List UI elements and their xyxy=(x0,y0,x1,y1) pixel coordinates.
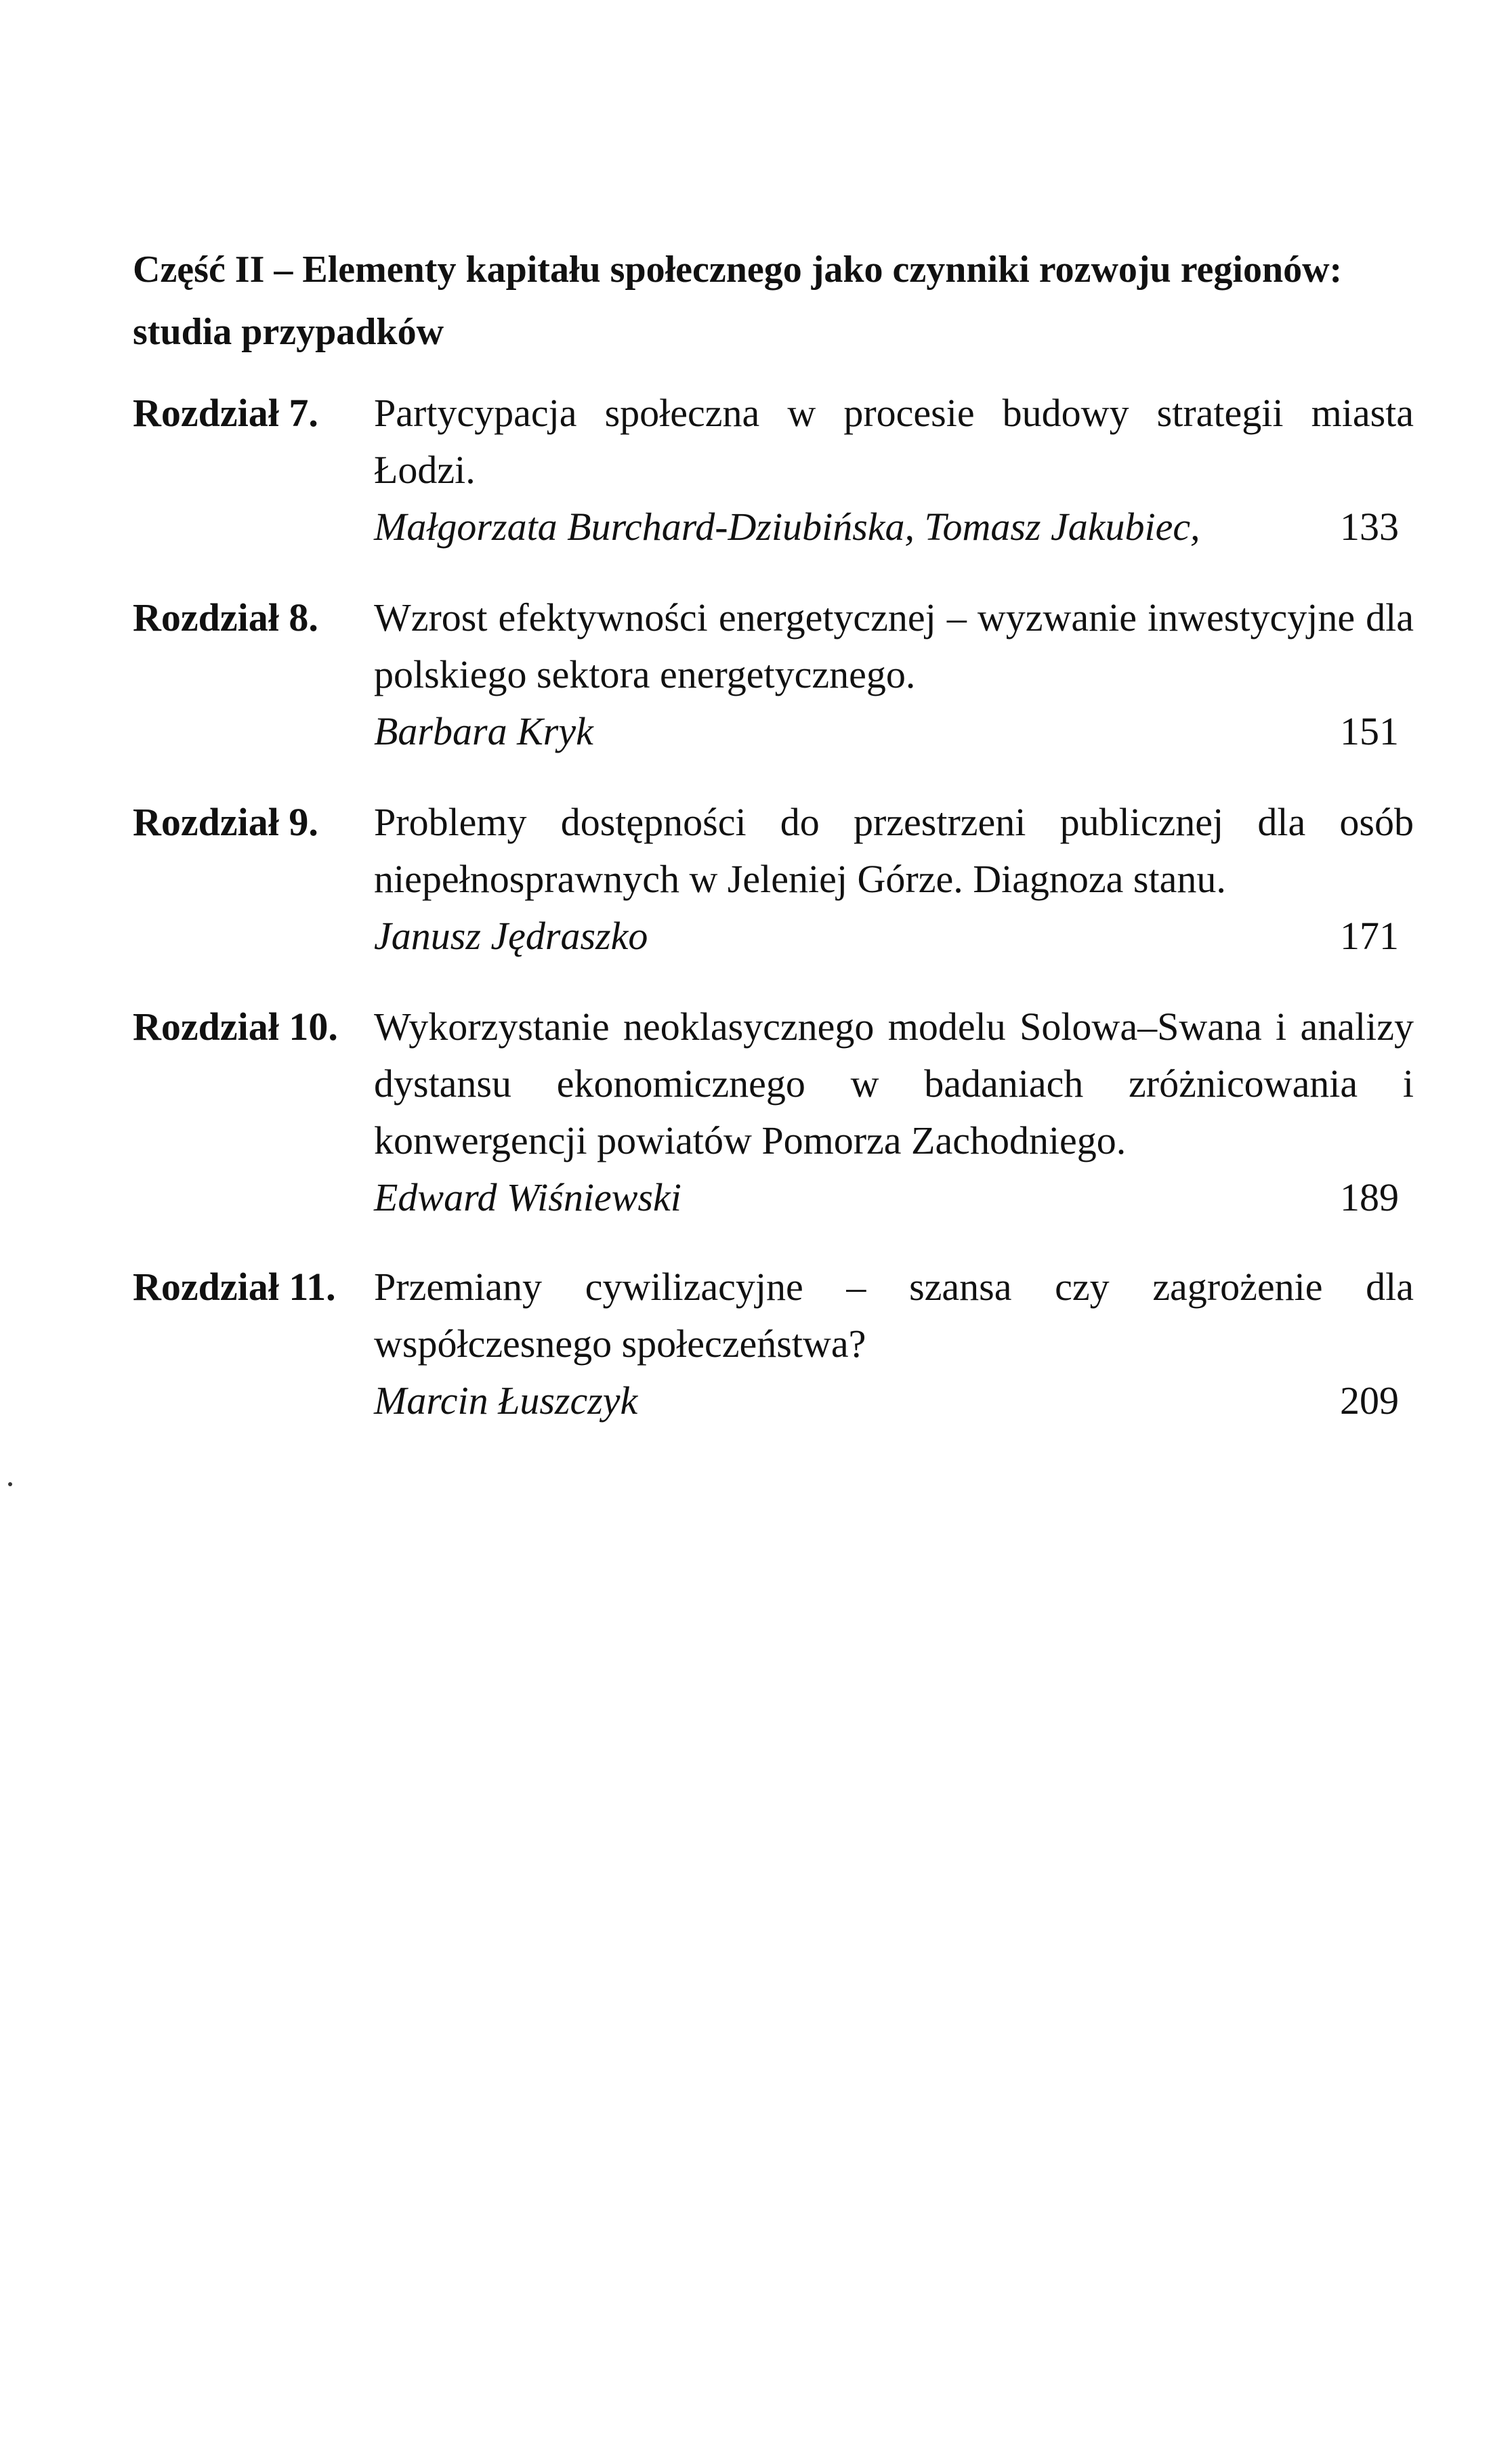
chapter-author: Małgorzata Burchard-Dziubińska, Tomasz Jakubiec, xyxy=(374,505,1200,549)
chapter-body xyxy=(374,794,1414,965)
author-row xyxy=(374,908,1414,965)
chapter-body xyxy=(374,385,1414,555)
chapter-page-number: 151 xyxy=(1340,709,1399,753)
part-heading: Część II – Elementy kapitału społecznego jako czynniki rozwoju regionów: studia przypadków xyxy=(133,249,1343,353)
chapter-title: Wykorzystanie neoklasycznego modelu Solowa–Swana i analizy dystansu ekonomicznego w badaniach zróżnicowania i konwergencji powiatów Pomorza Zachodniego. xyxy=(374,1005,1414,1162)
chapter-body xyxy=(374,999,1414,1226)
chapter-page-number: 209 xyxy=(1340,1379,1399,1423)
chapter-label: Rozdział 9. xyxy=(133,800,318,844)
chapter-author: Barbara Kryk xyxy=(374,709,593,753)
author-row xyxy=(374,1372,1414,1429)
author-row xyxy=(374,499,1414,555)
chapter-label: Rozdział 10. xyxy=(133,1005,338,1049)
chapter-page-number: 133 xyxy=(1340,505,1399,549)
chapter-author: Janusz Jędraszko xyxy=(374,914,648,958)
chapter-author: Edward Wiśniewski xyxy=(374,1175,681,1219)
scan-speck xyxy=(8,1482,12,1486)
chapter-label: Rozdział 7. xyxy=(133,391,318,435)
chapter-page-number: 171 xyxy=(1340,914,1399,958)
chapter-title: Wzrost efektywności energetycznej – wyzwanie inwestycyjne dla polskiego sektora energetycznego. xyxy=(374,595,1414,696)
chapter-page-number: 189 xyxy=(1340,1175,1399,1219)
chapter-label: Rozdział 11. xyxy=(133,1265,336,1309)
author-row xyxy=(374,703,1414,760)
chapter-title: Przemiany cywilizacyjne – szansa czy zagrożenie dla współczesnego społeczeństwa? xyxy=(374,1265,1414,1366)
chapter-author: Marcin Łuszczyk xyxy=(374,1379,638,1423)
chapter-label: Rozdział 8. xyxy=(133,595,318,639)
author-row xyxy=(374,1169,1414,1226)
chapter-title: Problemy dostępności do przestrzeni publicznej dla osób niepełnosprawnych w Jeleniej Górze. Diagnoza stanu. xyxy=(374,800,1414,901)
chapter-body xyxy=(374,589,1414,760)
chapter-title: Partycypacja społeczna w procesie budowy strategii miasta Łodzi. xyxy=(374,391,1414,492)
chapter-body xyxy=(374,1259,1414,1429)
